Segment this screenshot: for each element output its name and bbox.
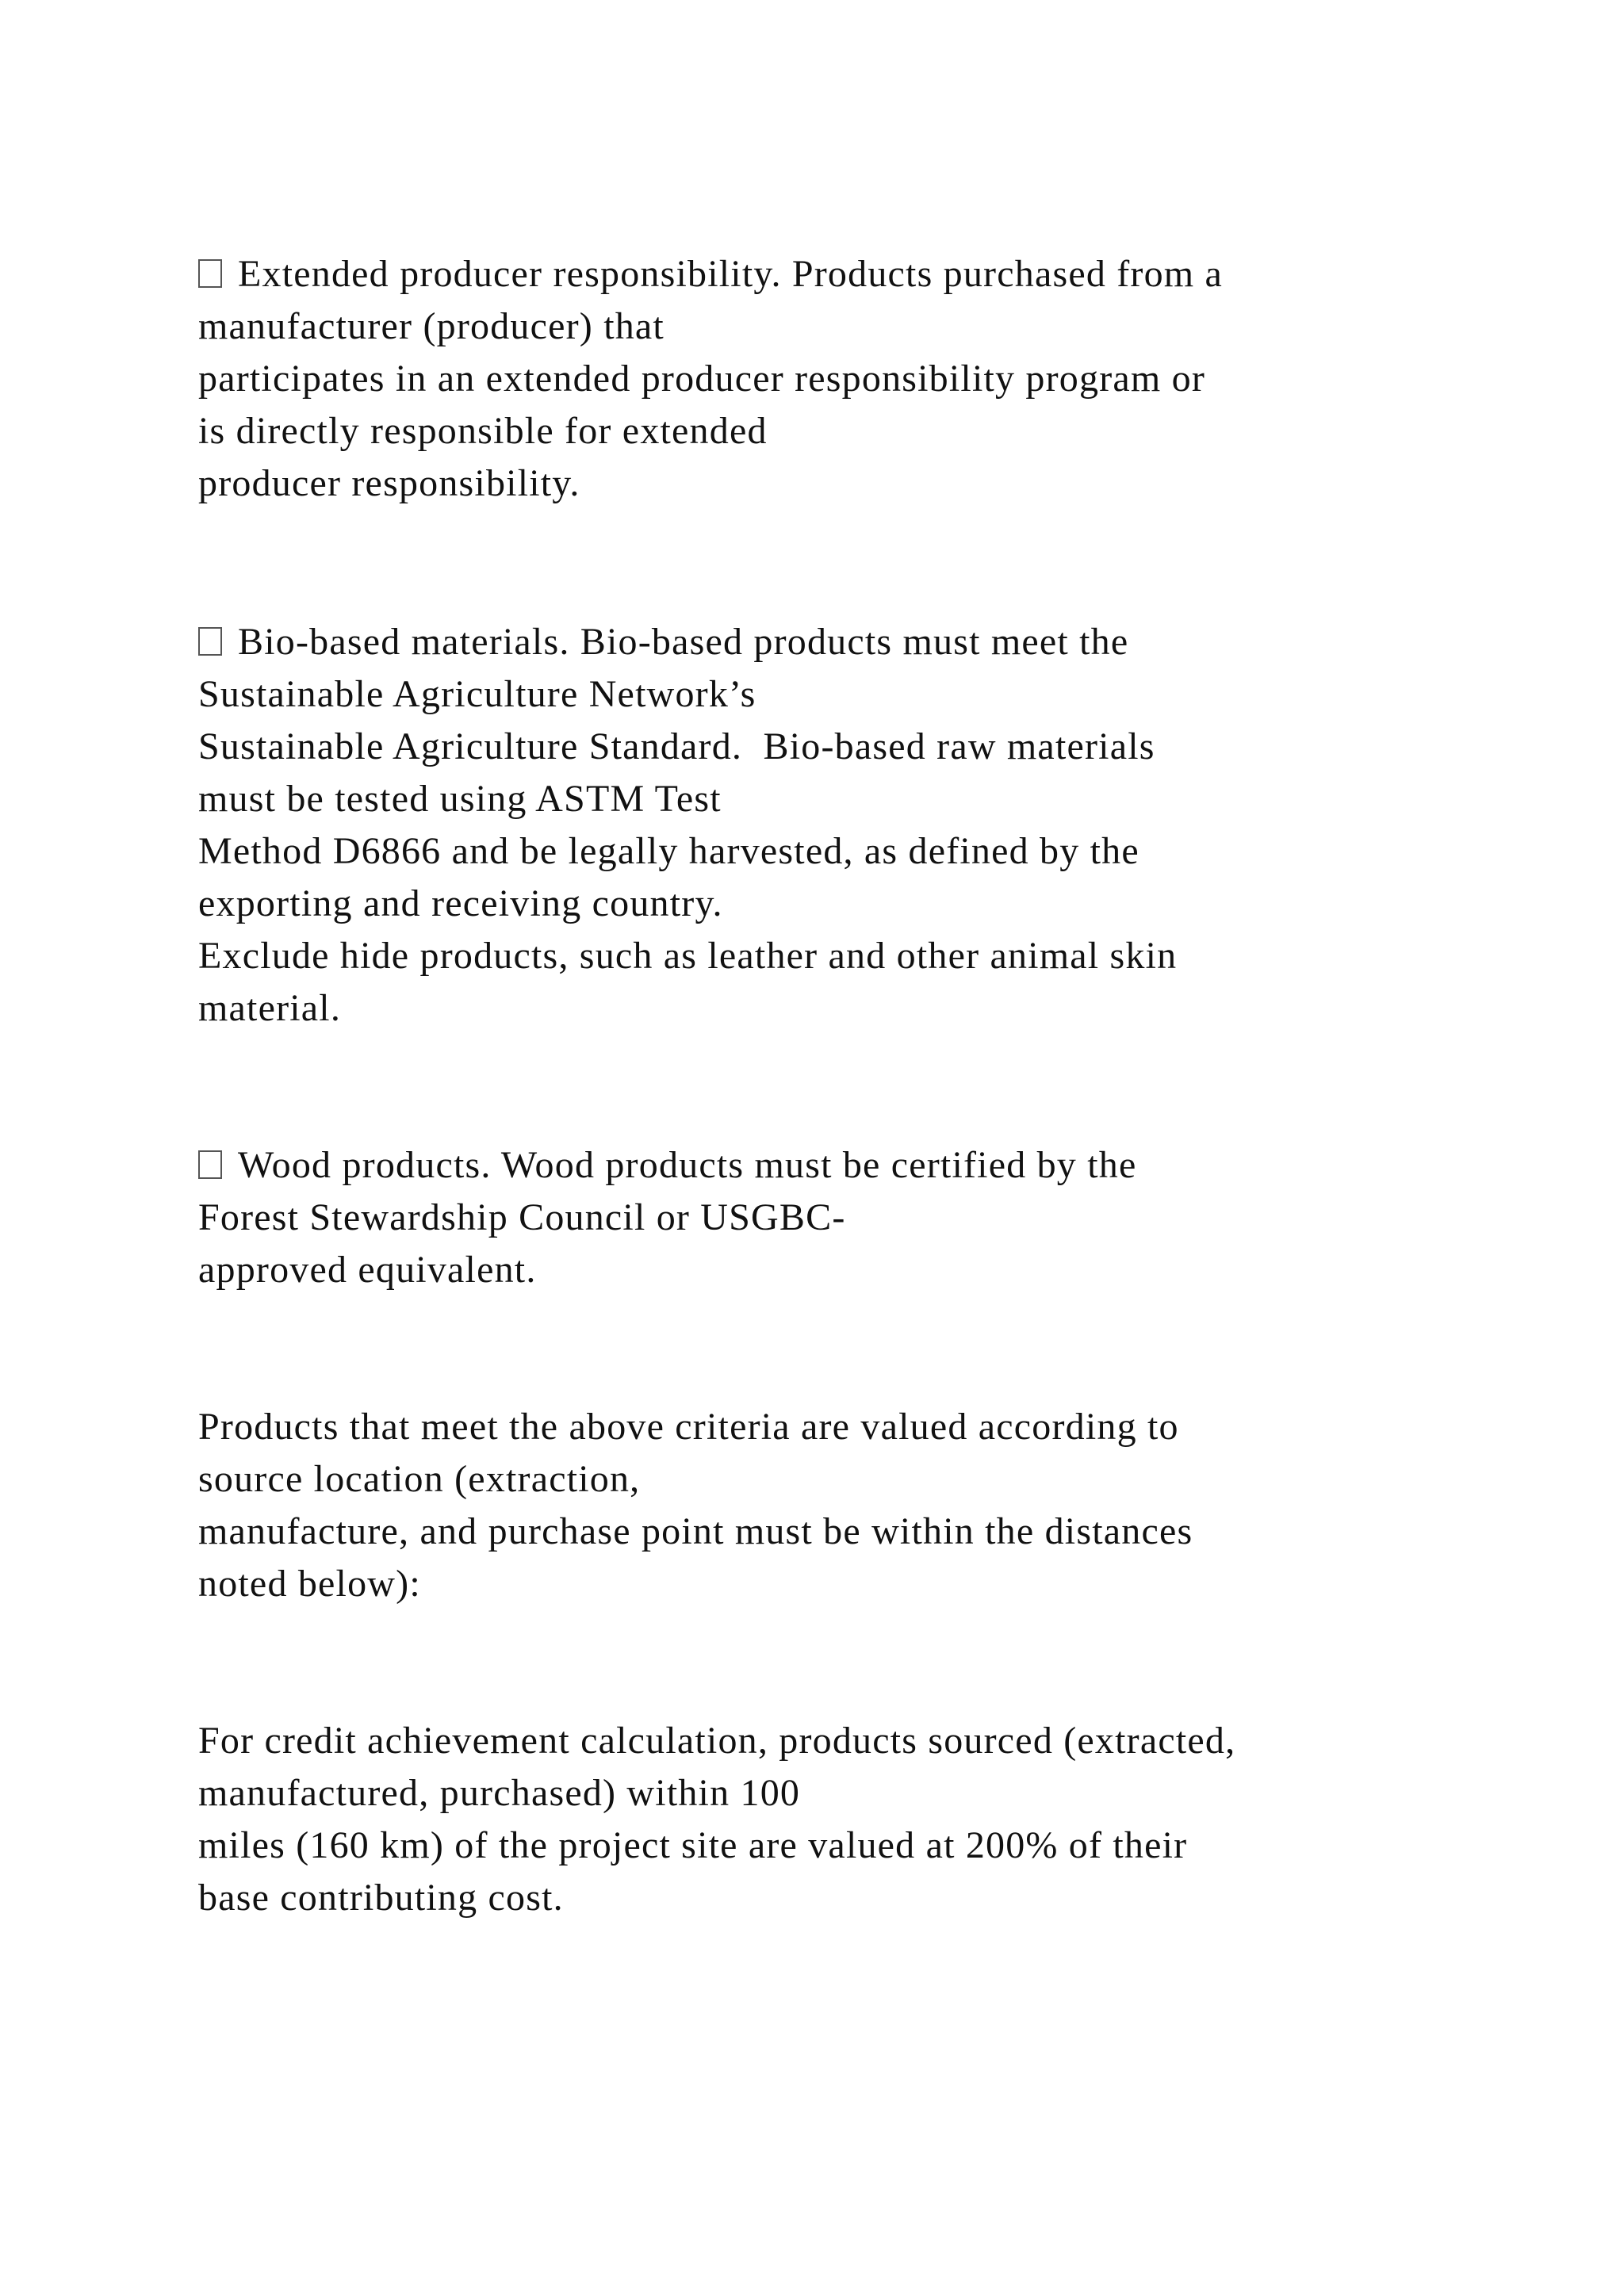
text-line: Sustainable Agriculture Network’s <box>198 673 756 715</box>
missing-glyph-bullet-icon <box>198 259 222 288</box>
text-line: material. <box>198 987 342 1029</box>
text-line: must be tested using ASTM Test <box>198 778 722 820</box>
text-line: noted below): <box>198 1563 421 1605</box>
missing-glyph-bullet-icon <box>198 627 222 656</box>
paragraph-wood-products <box>198 1139 1467 1296</box>
paragraph-bio-based-materials <box>198 616 1467 1035</box>
text-line: miles (160 km) of the project site are valued at 200% of their <box>198 1824 1188 1866</box>
text-line: Method D6866 and be legally harvested, as defined by the <box>198 830 1139 872</box>
text-line: Forest Stewardship Council or USGBC- <box>198 1196 846 1238</box>
text-line: Products that meet the above criteria are valued according to <box>198 1406 1179 1448</box>
text-line: Bio-based materials. Bio-based products must meet the <box>198 616 1467 668</box>
missing-glyph-bullet-icon <box>198 1150 222 1179</box>
text-line: producer responsibility. <box>198 462 580 504</box>
text-line: exporting and receiving country. <box>198 882 723 924</box>
text-line: participates in an extended producer responsibility program or <box>198 358 1206 400</box>
text-line: manufactured, purchased) within 100 <box>198 1772 801 1814</box>
paragraph-credit-calculation <box>198 1715 1467 1924</box>
text-line: is directly responsible for extended <box>198 410 768 452</box>
text-line: For credit achievement calculation, products sourced (extracted, <box>198 1720 1236 1762</box>
text-line: base contributing cost. <box>198 1877 564 1919</box>
paragraph-extended-producer-responsibility <box>198 248 1467 510</box>
text-line: Wood products. Wood products must be certified by the <box>198 1139 1467 1192</box>
text-line: Exclude hide products, such as leather and other animal skin <box>198 935 1178 977</box>
text-line: manufacture, and purchase point must be within the distances <box>198 1510 1193 1552</box>
text-line: Sustainable Agriculture Standard. Bio-based raw materials <box>198 725 1155 767</box>
text-line: source location (extraction, <box>198 1458 641 1500</box>
text-line: approved equivalent. <box>198 1249 537 1291</box>
text-line: manufacturer (producer) that <box>198 305 665 347</box>
paragraph-valuation-criteria <box>198 1401 1467 1610</box>
text-line: Extended producer responsibility. Products purchased from a <box>198 248 1467 300</box>
